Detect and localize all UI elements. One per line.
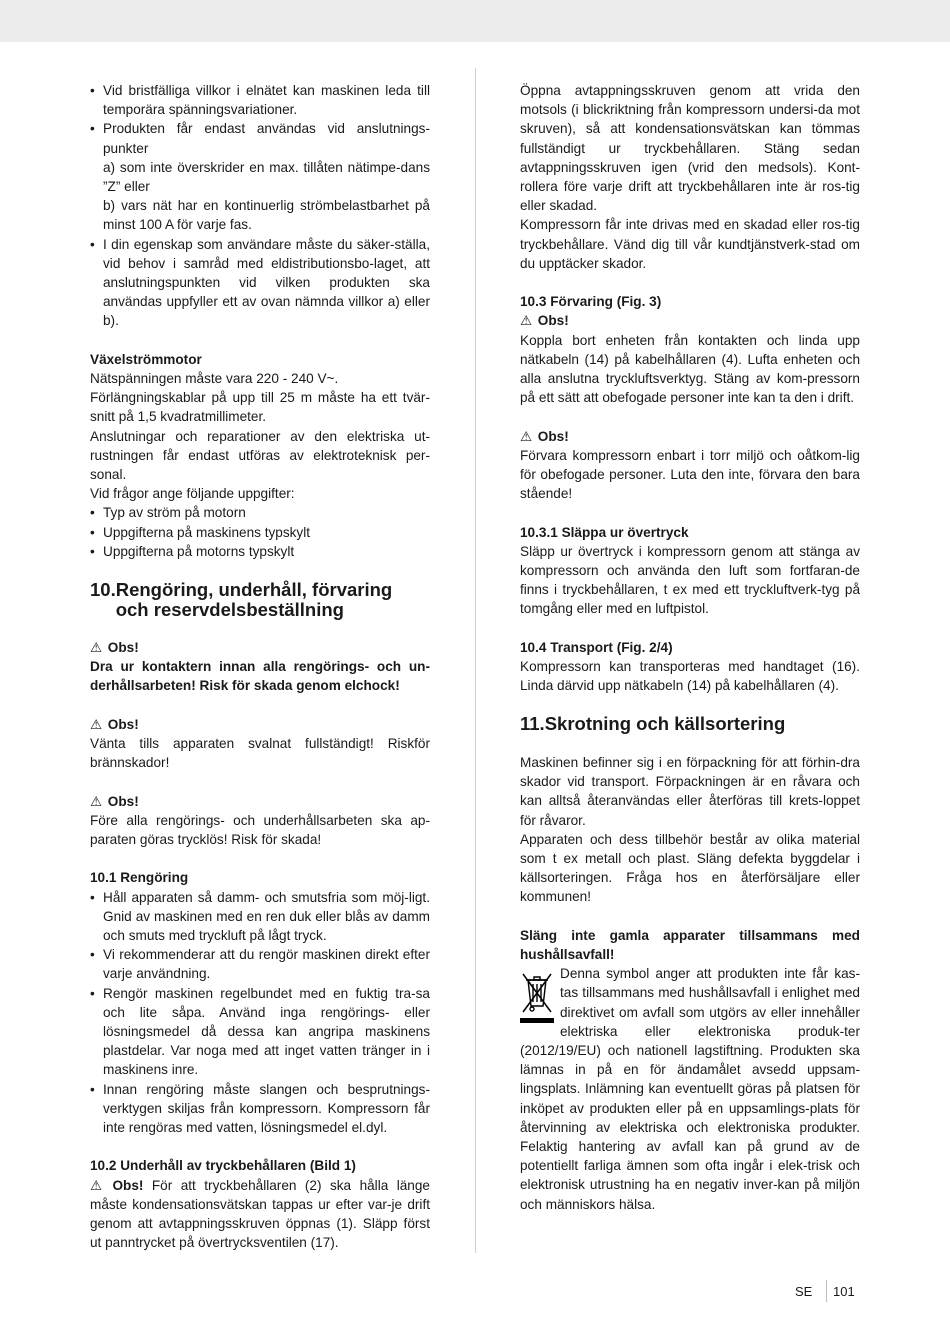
paragraph: Koppla bort enheten från kontakten och linda upp nätkabeln (14) på kabelhållaren (4). Lufta enheten och alla anslutna tryckluftsverktyg. Stäng av kom-pressorn på ett sätt att obefogade personer inte kan ta den i drift. [520, 332, 860, 406]
warning-text: Vänta tills apparaten svalnat fullständigt! Riskför brännskador! [90, 736, 430, 771]
list-item-sub-b: b) vars nät har en kontinuerlig strömbelastbarhet på minst 100 A för varje fas. [103, 198, 430, 233]
paragraph: Maskinen befinner sig i en förpackning för att förhin-dra skador vid transport. Förpackningen är en råvara och kan alltså återanvändas eller återföras till krets-loppet för råvaror. [520, 754, 860, 828]
warning-label: ⚠ Obs! [520, 311, 860, 330]
list-item: • Vid bristfälliga villkor i elnätet kan maskinen leda till temporära spänningsvariationer. [90, 81, 430, 119]
column-divider [475, 68, 476, 1253]
right-column [520, 81, 860, 1214]
warning-text: Före alla rengörings- och underhållsarbeten ska ap-paraten göras trycklös! Risk för skada! [90, 812, 430, 848]
warning-triangle-icon: ⚠ [90, 1177, 103, 1193]
section-10-3-heading: 10.3 Förvaring (Fig. 3) [520, 294, 662, 310]
section-10-3-1-heading: 10.3.1 Släppa ur övertryck [520, 524, 689, 540]
list-item: • Typ av ström på motorn [90, 503, 430, 522]
section-number: 11. [520, 713, 545, 735]
warning-triangle-icon: ⚠ [520, 428, 533, 444]
crossed-out-wheelie-bin-icon [520, 968, 554, 1028]
section-10-2-heading: 10.2 Underhåll av tryckbehållaren (Bild 1) [90, 1158, 356, 1174]
list-item: • I din egenskap som användare måste du säker-ställa, vid behov i samråd med eldistributionsbo-laget, att anslutningspunkten vid vilken produkten ska användas uppfyller ett av ovan nämnda villkor a) eller b). [90, 235, 430, 331]
warning-label: ⚠ Obs! [90, 715, 430, 734]
weee-text: Denna symbol anger att produkten inte får kas-tas tillsammans med hushållsavfall i enlighet med direktivet om avfall som utgörs av eller innehåller elektriska eller elektroniska produk-ter (2012/19/EU) och nationell lagstiftning. Produkten ska lämnas in på en för ändamålet avsedd uppsam-lingsplats. Inlämning kan eventuellt göras på platsen för inköpet av produkten eller på en uppsamlings-plats för återvinning av elektriska och elektroniska produkter. Felaktig hantering av avfall kan på grund av de potentiellt farliga ämnen som ofta ingår i elek-trisk och elektronisk utrustning ha en negativ inver-kan på miljön och människors hälsa. [520, 966, 860, 1212]
ac-text-line: Vid frågor ange följande uppgifter: [90, 486, 295, 502]
list-item: • Uppgifterna på maskinens typskylt [90, 523, 430, 542]
left-column [90, 81, 430, 1253]
top-header-bar [0, 0, 950, 42]
paragraph: Släpp ur övertryck i kompressorn genom att stänga av kompressorn och använda den luft som fortfaran-de finns i tryckbehållaren, t ex med ett tryckluftverk-tyg på tomgång eller med en luftpistol. [520, 543, 860, 617]
ac-motor-heading: Växelströmmotor [90, 351, 202, 367]
list-item: • Håll apparaten så damm- och smutsfria som möj-ligt. Gnid av maskinen med en ren duk eller blås av damm och smuts med tryckluft på lågt tryck. [90, 888, 430, 946]
paragraph: Öppna avtappningsskruven genom att vrida den motsols (i blickriktning från kompressorn undersi-da mot skruven), så att kondensationsvätskan kan tömmas fullständigt ur tryckbehållaren. Stäng sedan avtappningsskruven igen (vrid den medsols). Kont-rollera före varje drift att tryckbehållaren inte är ros-tig eller skadad. [520, 83, 860, 214]
ac-text-line: Förlängningskablar på upp till 25 m måste ha ett tvär-snitt på 1,5 kvadratmillimeter. [90, 390, 430, 425]
paragraph: Apparaten och dess tillbehör består av olika material som t ex metall och plast. Släng defekta byggdelar i källsorteringen. Fråga hos en återförsäljare eller kommunen! [520, 831, 860, 905]
disposal-warning: Släng inte gamla apparater tillsammans med hushållsavfall! [520, 927, 860, 962]
ac-info-list [90, 503, 430, 561]
list-item-text: Produkten får endast användas vid anslutnings-punkter [103, 121, 430, 156]
warning-triangle-icon: ⚠ [90, 716, 103, 732]
grid-conditions-list [90, 81, 430, 331]
warning-text: Dra ur kontaktern innan alla rengörings- och un-derhållsarbeten! Risk för skada genom elchock! [90, 659, 430, 694]
warning-triangle-icon: ⚠ [90, 640, 103, 656]
warning-triangle-icon: ⚠ [90, 793, 103, 809]
paragraph: Förvara kompressorn enbart i torr miljö och oåtkom-lig för obefogade personer. Luta den inte, förvara den bara stående! [520, 447, 860, 502]
paragraph: Kompressorn kan transporteras med handtaget (16). Linda därvid upp nätkabeln (14) på kabelhållaren (4). [520, 659, 860, 694]
section-11-heading [520, 714, 860, 734]
section-title: Rengöring, underhåll, förvaring och reservdelsbeställning [115, 579, 393, 620]
warning-label: ⚠ Obs! [90, 792, 430, 811]
weee-block [520, 964, 860, 1214]
list-item: • Vi rekommenderar att du rengör maskinen direkt efter varje användning. [90, 945, 430, 983]
cleaning-list [90, 888, 430, 1138]
section-title: Skrotning och källsortering [544, 713, 786, 735]
ac-text-line: Nätspänningen måste vara 220 - 240 V~. [90, 371, 339, 387]
list-item: • Uppgifterna på motorns typskylt [90, 542, 430, 561]
footer-separator [826, 1280, 827, 1302]
list-item [90, 119, 430, 234]
section-10-4-heading: 10.4 Transport (Fig. 2/4) [520, 639, 673, 655]
ac-text-line: Anslutningar och reparationer av den elektriska ut-rustningen får endast utföras av elektroteknisk per-sonal. [90, 428, 430, 483]
list-item: • Rengör maskinen regelbundet med en fuktig tra-sa och lite såpa. Använd inga rengörings- eller lösningsmedel då dessa kan angripa maskinens plastdelar. Var noga med att inget vatten tränger in i maskinens inre. [90, 984, 430, 1080]
warning-triangle-icon: ⚠ [520, 313, 533, 329]
footer-language: SE [795, 1284, 813, 1299]
list-item: • Innan rengöring måste slangen och besprutnings-verktygen skiljas från kompressorn. Kompressorn får inte rengöras med vatten, lösningsmedel el.dyl. [90, 1080, 430, 1138]
section-10-heading [90, 580, 430, 619]
warning-label: ⚠ Obs! [90, 638, 430, 657]
paragraph: Kompressorn får inte drivas med en skadad eller ros-tig tryckbehållare. Vänd dig till vår kundtjänstverk-stad om du upptäcker skador. [520, 217, 860, 271]
section-number: 10. [90, 579, 116, 601]
section-10-2-text: ⚠ Obs! För att tryckbehållaren (2) ska hålla länge måste kondensationsvätskan tappas ur efter var-je drift genom att avtappningsskruven öppnas (1). Släpp först ut panntrycket på övertrycksventilen (17). [90, 1177, 430, 1251]
list-item-sub-a: a) som inte överskrider en max. tillåten nätimpe-dans ”Z” eller [103, 159, 430, 195]
warning-label: ⚠ Obs! [520, 427, 860, 446]
section-10-1-heading: 10.1 Rengöring [90, 870, 189, 886]
page-number: 101 [833, 1284, 855, 1299]
